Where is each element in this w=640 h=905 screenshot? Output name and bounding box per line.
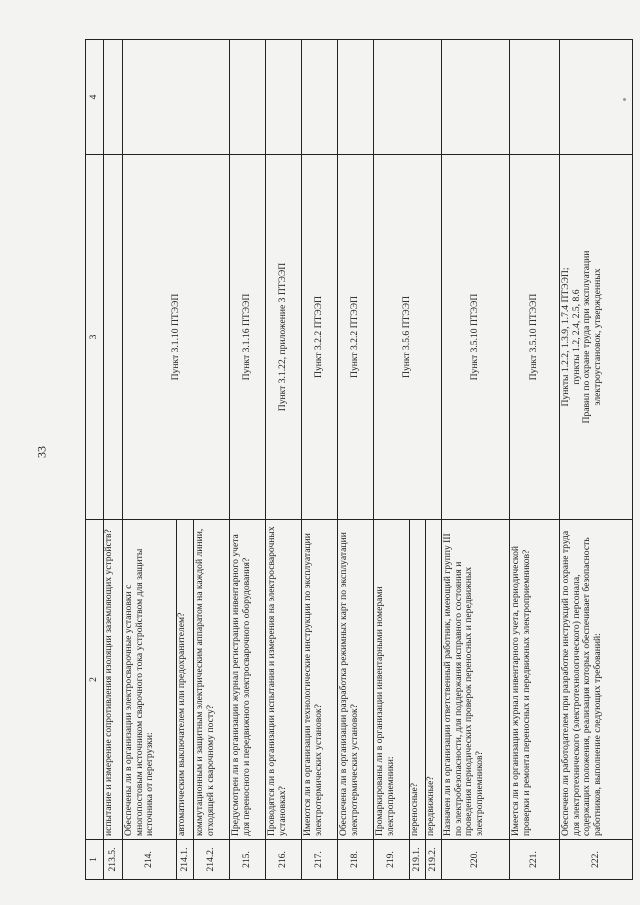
row-reference	[104, 155, 123, 520]
row-reference: Пункт 3.1.22, приложение 3 ПТЭЭП	[266, 155, 302, 520]
row-question: переносные?	[410, 520, 426, 840]
table-row	[374, 40, 410, 880]
checklist-table	[85, 39, 633, 880]
row-reference: Пункт 3.5.6 ПТЭЭП	[374, 155, 442, 520]
table-row	[230, 40, 266, 880]
row-number: 217.	[302, 840, 338, 880]
row-number: 220.	[442, 840, 510, 880]
reference-line: Правил по охране труда при эксплуатации	[581, 250, 593, 424]
row-answer	[123, 40, 230, 155]
row-question: Обеспечена ли в организации разработка режимных карт по эксплуатации электротермических установок?	[338, 520, 374, 840]
table-row	[123, 40, 177, 880]
row-question: Имеется ли в организации журнал инвентарного учета, периодической проверки и ремонта переносных и передвижных электроприемников?	[510, 520, 560, 840]
row-number: 214.2.	[194, 840, 230, 880]
row-number: 216.	[266, 840, 302, 880]
header-col-4: 4	[86, 40, 104, 155]
header-row	[86, 40, 104, 880]
row-reference: Пункт 3.2.2 ПТЭЭП	[338, 155, 374, 520]
row-number: 221.	[510, 840, 560, 880]
table-row	[510, 40, 560, 880]
row-reference: Пункт 3.5.10 ПТЭЭП	[442, 155, 510, 520]
row-reference: Пункт 3.1.16 ПТЭЭП	[230, 155, 266, 520]
row-question: коммутационным и защитным электрическим аппаратом на каждой линии, отходящей к сварочному посту?	[194, 520, 230, 840]
row-number: 215.	[230, 840, 266, 880]
table-row	[104, 40, 123, 880]
table-row	[338, 40, 374, 880]
row-answer	[560, 40, 633, 155]
row-answer	[374, 40, 442, 155]
reference-line: электроустановок, утвержденных	[592, 268, 604, 406]
row-question: Назначен ли в организации ответственный работник, имеющий группу III по электробезопасности, для поддержания исправного состояния и проведения периодических проверок переносных и передвижных электроприемников?	[442, 520, 510, 840]
row-reference: Пункт 3.2.2 ПТЭЭП	[302, 155, 338, 520]
row-number: 219.1.	[410, 840, 426, 880]
row-question: Проводятся ли в организации испытания и измерения на электросварочных установках?	[266, 520, 302, 840]
page-number: 33	[34, 446, 49, 458]
row-number: 214.1.	[177, 840, 194, 880]
row-answer	[442, 40, 510, 155]
table-row	[442, 40, 510, 880]
table-row	[302, 40, 338, 880]
row-number: 213.5.	[104, 840, 123, 880]
row-reference	[560, 155, 633, 520]
row-number: 219.	[374, 840, 410, 880]
row-reference: Пункт 3.1.10 ПТЭЭП	[123, 155, 230, 520]
row-question: Промаркированы ли в организации инвентарными номерами электроприемники:	[374, 520, 410, 840]
row-number: 218.	[338, 840, 374, 880]
reference-line: пункты 1.2, 2.4, 2.5, 8.6	[570, 289, 582, 385]
row-answer	[302, 40, 338, 155]
reference-line: Пункты 1.2.2, 1.3.9, 1.7.4 ПТЭЭП;	[560, 267, 571, 407]
row-answer	[338, 40, 374, 155]
row-question: испытание и измерение сопротивления изоляции заземляющих устройств?	[104, 520, 123, 840]
header-col-3: 3	[86, 155, 104, 520]
header-col-2: 2	[86, 520, 104, 840]
row-reference: Пункт 3.5.10 ПТЭЭП	[510, 155, 560, 520]
table-viewport	[85, 40, 604, 880]
row-number: 214.	[123, 840, 177, 880]
row-answer	[510, 40, 560, 155]
row-number: 219.2.	[426, 840, 442, 880]
row-number: 222.	[560, 840, 633, 880]
table-row	[560, 40, 633, 880]
row-question: Обеспечены ли в организации электросварочные установки с многопостовым источником сварочного тока устройством для защиты источника от перегрузки:	[123, 520, 177, 840]
table-row	[266, 40, 302, 880]
row-question: передвижные?	[426, 520, 442, 840]
row-question: Обеспечено ли работодателем при разработке инструкций по охране труда для электротехнического (электротехнологического) персонала, содержащих положения, реализация которых обеспечивает безопасность работников, выполнение следующих требований:	[560, 520, 633, 840]
row-question: Предусмотрен ли в организации журнал регистрации инвентарного учета для переносного и передвижного электросварочного оборудования?	[230, 520, 266, 840]
row-answer	[230, 40, 266, 155]
row-question: Имеются ли в организации технологические инструкции по эксплуатации электротермических установок?	[302, 520, 338, 840]
header-col-1: 1	[86, 840, 104, 880]
row-question: автоматическим выключателем или предохранителем?	[177, 520, 194, 840]
row-answer	[266, 40, 302, 155]
row-answer	[104, 40, 123, 155]
